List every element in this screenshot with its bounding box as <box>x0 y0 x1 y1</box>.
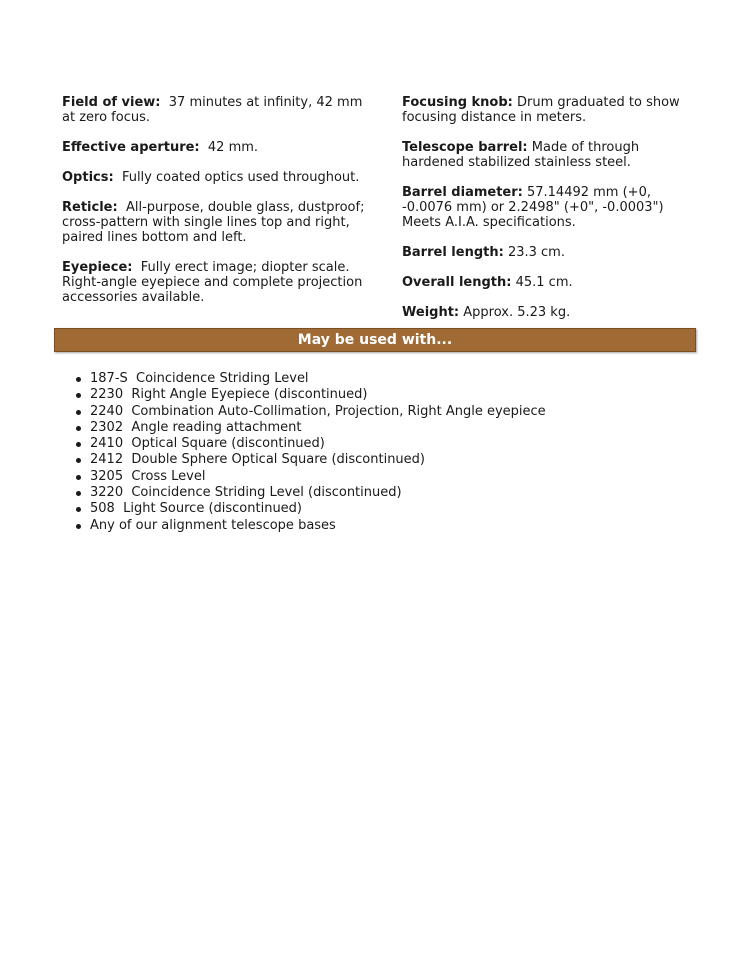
list-item <box>74 404 546 420</box>
spec-value: Fully coated optics used throughout. <box>121 170 360 185</box>
item-code: 2230 <box>90 387 124 403</box>
spec-label: Effective aperture: <box>62 140 200 155</box>
spec-label: Telescope barrel: <box>402 140 528 155</box>
spec-label: Focusing knob: <box>402 95 513 110</box>
spec-label: Optics: <box>62 170 114 185</box>
spec-barrel-diameter <box>402 185 702 230</box>
list-item <box>74 485 546 501</box>
spec-eyepiece <box>62 260 370 305</box>
specs-left-column <box>62 95 370 335</box>
list-item <box>74 518 546 534</box>
bullet-icon <box>76 491 81 496</box>
spec-label: Overall length: <box>402 275 512 290</box>
list-item <box>74 420 546 436</box>
spec-telescope-barrel <box>402 140 702 170</box>
item-code: 2302 <box>90 419 124 435</box>
spec-value: All-purpose, double glass, dustproof; cross-pattern with single lines top and right, paired lines bottom and left. <box>62 200 365 245</box>
item-code: 2410 <box>90 436 124 452</box>
spec-field-of-view <box>62 95 370 125</box>
bullet-icon <box>76 410 81 415</box>
item-code: 2412 <box>90 452 124 468</box>
spec-value: 42 mm. <box>207 140 259 155</box>
spec-label: Reticle: <box>62 200 118 215</box>
item-description: Optical Square (discontinued) <box>131 436 325 452</box>
bullet-icon <box>76 426 81 431</box>
item-description: Light Source (discontinued) <box>123 501 303 517</box>
specs-right-column <box>402 95 702 335</box>
item-description: Any of our alignment telescope bases <box>90 517 336 533</box>
bullet-icon <box>76 393 81 398</box>
bullet-icon <box>76 475 81 480</box>
list-item <box>74 371 546 387</box>
spec-label: Field of view: <box>62 95 161 110</box>
item-description: Coincidence Striding Level <box>136 371 309 386</box>
item-description: Combination Auto-Collimation, Projection, Right Angle eyepiece <box>131 403 546 419</box>
section-banner-title: May be used with... <box>297 332 453 348</box>
bullet-icon <box>76 442 81 447</box>
item-description: Cross Level <box>131 468 206 484</box>
item-code: 508 <box>90 501 115 517</box>
compatible-accessories-list <box>74 371 546 534</box>
bullet-icon <box>76 524 81 529</box>
item-description: Coincidence Striding Level (discontinued) <box>131 485 402 501</box>
item-description: Double Sphere Optical Square (discontinued) <box>131 452 425 468</box>
item-code: 187-S <box>90 371 128 386</box>
spec-overall-length <box>402 275 702 290</box>
spec-value: Fully erect image; diopter scale. Right-angle eyepiece and complete projection accessories available. <box>62 260 363 305</box>
spec-reticle <box>62 200 370 245</box>
specifications <box>62 95 702 335</box>
spec-value: Approx. 5.23 kg. <box>463 305 571 320</box>
list-item <box>74 436 546 452</box>
item-description: Right Angle Eyepiece (discontinued) <box>131 387 368 403</box>
bullet-icon <box>76 507 81 512</box>
list-item <box>74 469 546 485</box>
spec-label: Barrel diameter: <box>402 185 523 200</box>
spec-value: 57.14492 mm (+0, -0.0076 mm) or 2.2498" (+0", -0.0003") Meets A.I.A. specifications. <box>402 185 664 230</box>
spec-barrel-length <box>402 245 702 260</box>
item-code: 3205 <box>90 468 124 484</box>
bullet-icon <box>76 377 81 382</box>
spec-value: 37 minutes at infinity, 42 mm at zero focus. <box>62 95 363 125</box>
spec-value: 45.1 cm. <box>515 275 573 290</box>
spec-value: Drum graduated to show focusing distance in meters. <box>402 95 680 125</box>
section-banner <box>54 328 696 352</box>
spec-focusing-knob <box>402 95 702 125</box>
spec-weight <box>402 305 702 320</box>
spec-value: 23.3 cm. <box>507 245 565 260</box>
list-item <box>74 387 546 403</box>
list-item <box>74 452 546 468</box>
spec-optics <box>62 170 370 185</box>
spec-effective-aperture <box>62 140 370 155</box>
spec-label: Weight: <box>402 305 460 320</box>
spec-label: Barrel length: <box>402 245 504 260</box>
list-item <box>74 501 546 517</box>
spec-value: Made of through hardened stabilized stainless steel. <box>402 140 640 170</box>
item-code: 3220 <box>90 485 124 501</box>
bullet-icon <box>76 458 81 463</box>
item-description: Angle reading attachment <box>131 419 302 435</box>
spec-label: Eyepiece: <box>62 260 133 275</box>
item-code: 2240 <box>90 403 124 419</box>
